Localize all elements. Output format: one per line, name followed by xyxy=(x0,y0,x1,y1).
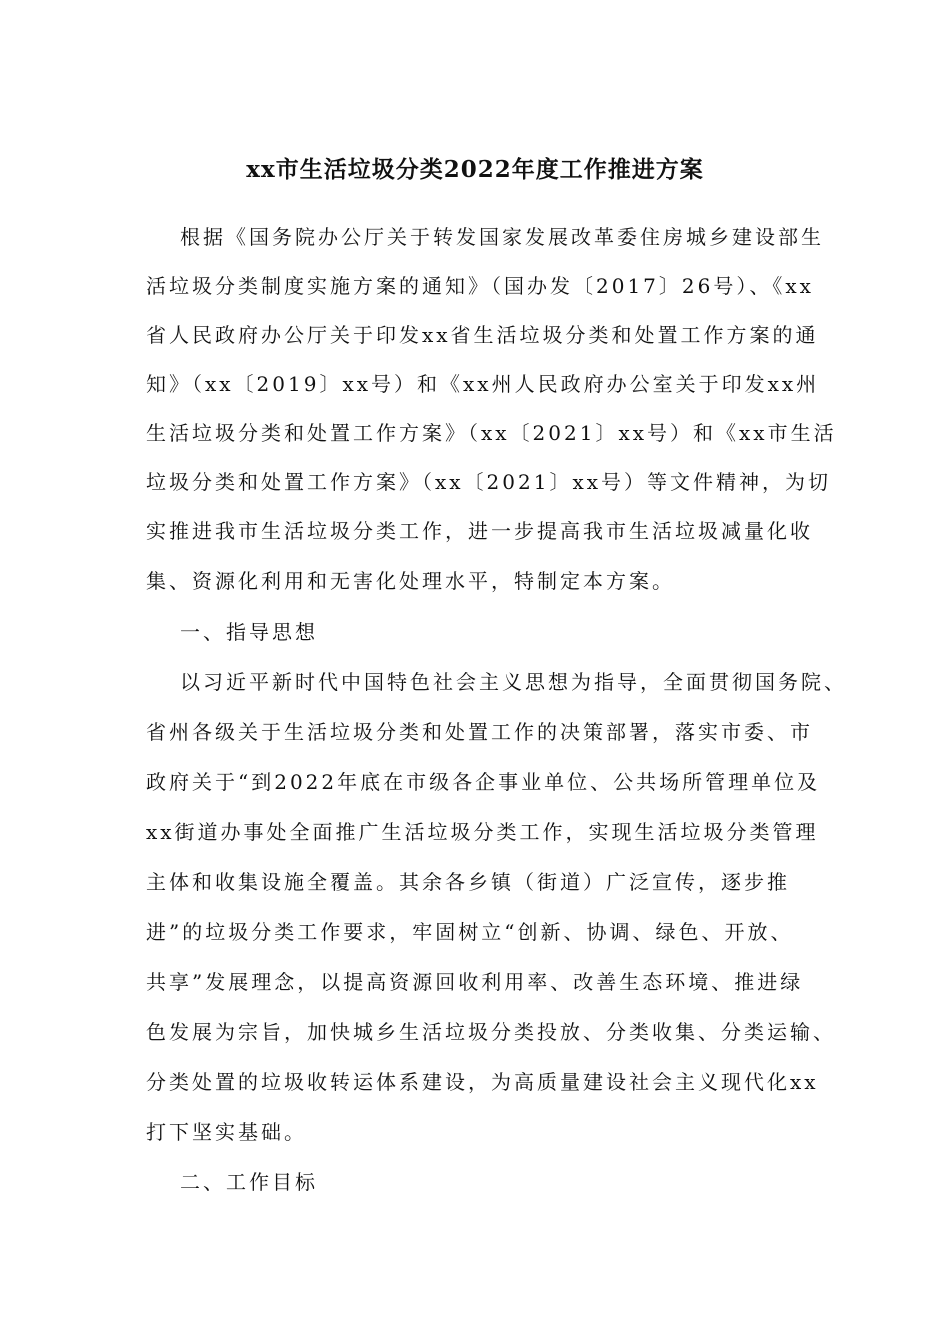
section1-line-9: 分类处置的垃圾收转运体系建设，为高质量建设社会主义现代化xx xyxy=(146,1070,819,1094)
section-heading-guiding-ideology: 一、指导思想 xyxy=(180,620,318,644)
section1-line-4: xx街道办事处全面推广生活垃圾分类工作，实现生活垃圾分类管理 xyxy=(146,820,819,844)
section1-line-5: 主体和收集设施全覆盖。其余各乡镇（街道）广泛宣传，逐步推 xyxy=(146,870,790,894)
section1-line-6: 进”的垃圾分类工作要求，牢固树立“创新、协调、绿色、开放、 xyxy=(146,920,794,944)
document-title: xx市生活垃圾分类2022年度工作推进方案 xyxy=(246,156,704,183)
section1-line-8: 色发展为宗旨，加快城乡生活垃圾分类投放、分类收集、分类运输、 xyxy=(146,1020,836,1044)
intro-line-5: 生活垃圾分类和处置工作方案》（xx〔2021〕xx号）和《xx市生活 xyxy=(146,421,837,445)
intro-line-3: 省人民政府办公厅关于印发xx省生活垃圾分类和处置工作方案的通 xyxy=(146,323,819,347)
section1-line-10: 打下坚实基础。 xyxy=(146,1120,307,1144)
intro-line-8: 集、资源化利用和无害化处理水平，特制定本方案。 xyxy=(146,569,675,593)
intro-line-1: 根据《国务院办公厅关于转发国家发展改革委住房城乡建设部生 xyxy=(180,225,824,249)
section1-line-2: 省州各级关于生活垃圾分类和处置工作的决策部署，落实市委、市 xyxy=(146,720,813,744)
intro-line-2: 活垃圾分类制度实施方案的通知》（国办发〔2017〕26号）、《xx xyxy=(146,274,814,298)
section1-line-7: 共享”发展理念，以提高资源回收利用率、改善生态环境、推进绿 xyxy=(146,970,804,994)
section1-line-1: 以习近平新时代中国特色社会主义思想为指导，全面贯彻国务院、 xyxy=(180,670,847,694)
section1-line-3: 政府关于“到2022年底在市级各企事业单位、公共场所管理单位及 xyxy=(146,770,821,794)
section-heading-work-goals: 二、工作目标 xyxy=(180,1170,318,1194)
intro-line-6: 垃圾分类和处置工作方案》（xx〔2021〕xx号）等文件精神，为切 xyxy=(146,470,832,494)
intro-line-7: 实推进我市生活垃圾分类工作，进一步提高我市生活垃圾减量化收 xyxy=(146,519,813,543)
intro-line-4: 知》（xx〔2019〕xx号）和《xx州人民政府办公室关于印发xx州 xyxy=(146,372,820,396)
